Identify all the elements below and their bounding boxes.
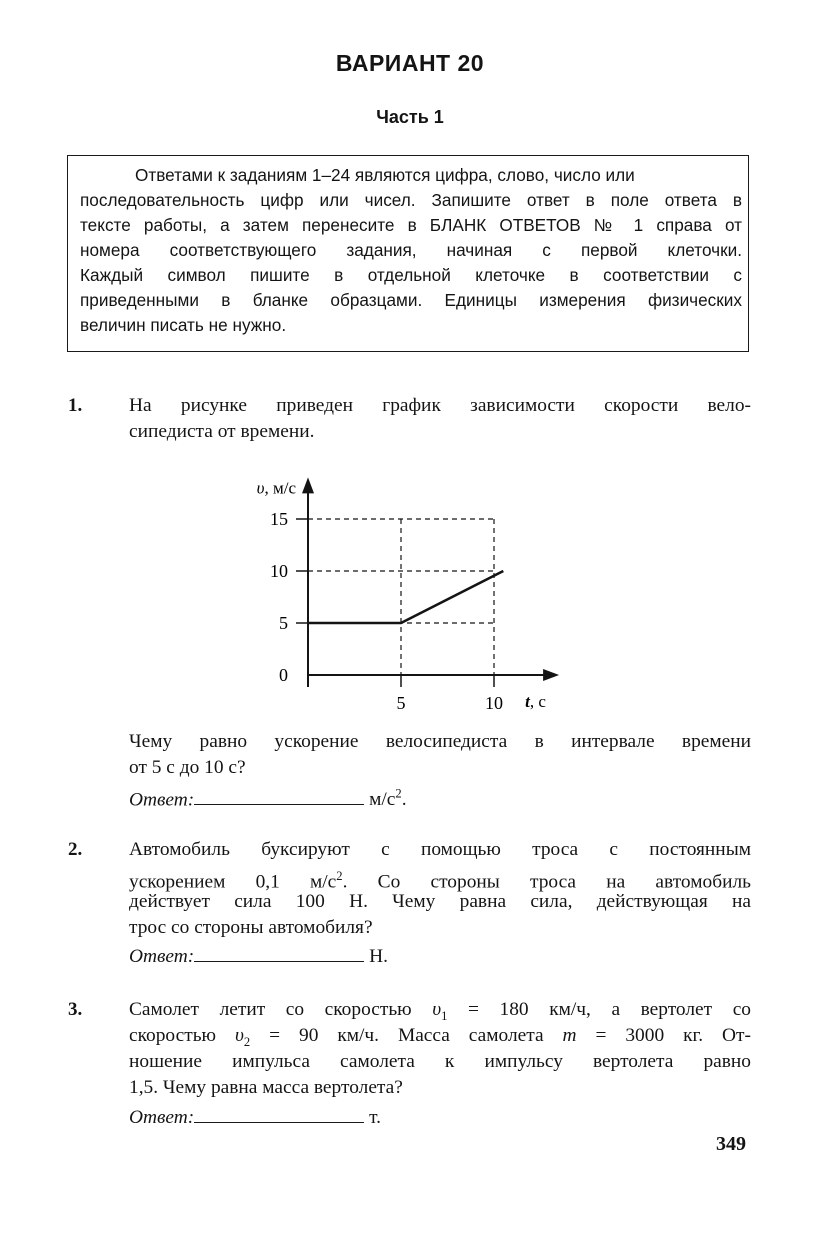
series-line xyxy=(308,571,503,623)
page-number: 349 xyxy=(716,1133,746,1155)
instructions-line: Каждый символ пишите в отдельной клеточке в соответствии с xyxy=(80,265,742,285)
instructions-line: номера соответствующего задания, начиная с первой клеточки. xyxy=(80,240,742,260)
task-text-line: сипедиста от времени. xyxy=(129,421,315,442)
velocity-time-chart xyxy=(220,445,600,725)
y-tick-label: 0 xyxy=(279,665,288,685)
answer-unit: т. xyxy=(369,1107,381,1128)
task-number: 1. xyxy=(68,395,83,416)
task-text-line: На рисунке приведен график зависимости скорости вело- xyxy=(129,395,751,416)
instructions-line: приведенными в бланке образцами. Единицы измерения физических xyxy=(80,290,742,310)
part-title: Часть 1 xyxy=(376,107,444,127)
x-tick-label: 10 xyxy=(485,693,503,713)
task-text-line: скоростью $\upsilon_2 = 90$ км/ч. Масса самолета m = 3000 кг. От- xyxy=(129,1025,751,1049)
y-axis-label: υ, м/с xyxy=(256,478,296,498)
answer-input[interactable] xyxy=(194,946,364,962)
x-axis-arrow xyxy=(543,669,559,681)
instructions-line: величин писать не нужно. xyxy=(80,315,287,335)
answer-row xyxy=(129,1107,381,1129)
answer-unit: $м/с^2$. xyxy=(369,787,407,811)
task-number: 3. xyxy=(68,999,83,1020)
answer-label: Ответ: xyxy=(129,946,195,967)
answer-label: Ответ: xyxy=(129,1107,195,1128)
task-text-line: Автомобиль буксируют с помощью троса с постоянным xyxy=(129,839,751,860)
task-text-line: действует сила 100 Н. Чему равна сила, действующая на xyxy=(129,891,751,912)
y-axis-arrow xyxy=(302,477,314,493)
variant-title: ВАРИАНТ 20 xyxy=(335,50,485,76)
answer-input[interactable] xyxy=(194,1107,364,1123)
answer-label: Ответ: xyxy=(129,789,195,811)
task-question-line: Чему равно ускорение велосипедиста в интервале времени xyxy=(129,731,751,752)
answer-unit: Н. xyxy=(369,946,388,967)
task-number: 2. xyxy=(68,839,83,860)
answer-input[interactable] xyxy=(194,789,364,805)
instructions-line: тексте работы, а затем перенесите в БЛАНК ОТВЕТОВ № 1 справа от xyxy=(80,215,742,235)
x-axis-label: t, с xyxy=(525,692,546,711)
task-text-line: Самолет летит со скоростью $\upsilon_1 = 180$ км/ч, а вертолет со xyxy=(129,999,751,1023)
task-text-line: ношение импульса самолета к импульсу вертолета равно xyxy=(129,1051,751,1072)
task-text-line: трос со стороны автомобиля? xyxy=(129,917,373,938)
task-question-line: от 5 с до 10 с? xyxy=(129,757,246,778)
task-text-line: 1,5. Чему равна масса вертолета? xyxy=(129,1077,403,1098)
y-tick-label: 15 xyxy=(270,509,288,529)
answer-row xyxy=(129,946,388,968)
x-tick-label: 5 xyxy=(396,693,406,713)
y-tick-label: 10 xyxy=(270,561,288,581)
instructions-line: Ответами к заданиям 1–24 являются цифра, слово, число или xyxy=(135,165,635,185)
answer-row xyxy=(129,787,407,811)
y-tick-label: 5 xyxy=(279,613,288,633)
task-text-line: ускорением 0,1 $м/с^2$. Со стороны троса на автомобиль xyxy=(129,869,751,893)
instructions-line: последовательность цифр или чисел. Запишите ответ в поле ответа в xyxy=(80,190,742,210)
